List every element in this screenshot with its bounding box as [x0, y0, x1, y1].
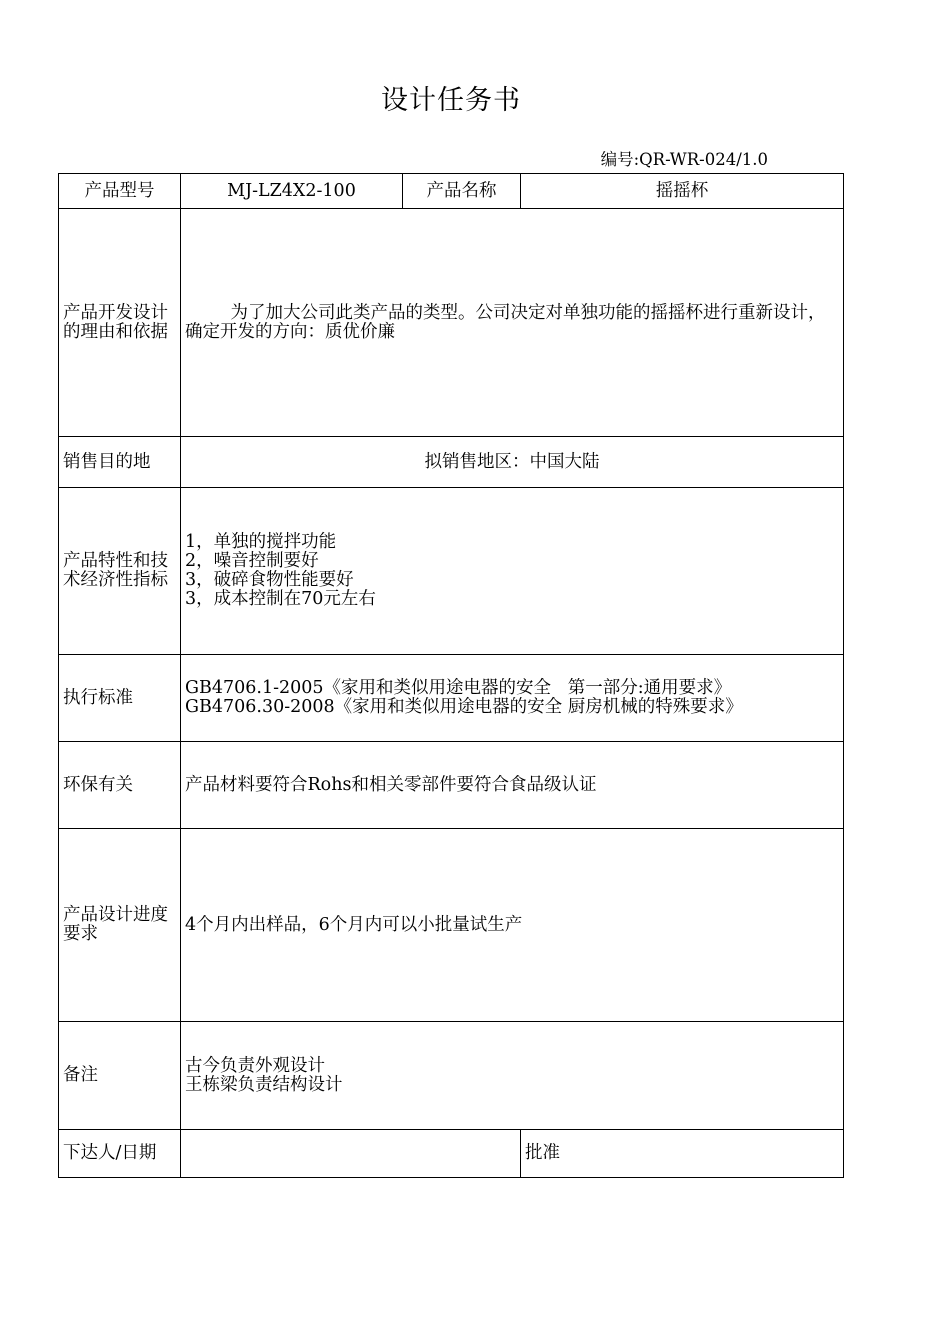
- features-row: [59, 488, 844, 655]
- environment-text[interactable]: 产品材料要符合Rohs和相关零部件要符合食品级认证: [181, 742, 844, 829]
- environment-row: [59, 742, 844, 829]
- standards-row: [59, 655, 844, 742]
- approve-field[interactable]: [521, 1130, 844, 1178]
- header-row: [59, 174, 844, 209]
- feature-line-1: 1，单独的搅拌功能: [185, 532, 337, 552]
- environment-label: 环保有关: [59, 742, 181, 829]
- reason-row: [59, 209, 844, 437]
- feature-line-3: 3，破碎食物性能要好: [185, 570, 354, 590]
- standards-label: 执行标准: [59, 655, 181, 742]
- approve-label: 批准: [525, 1143, 560, 1163]
- design-task-form: [58, 173, 844, 1178]
- remarks-label: 备注: [59, 1022, 181, 1130]
- remarks-row: [59, 1022, 844, 1130]
- model-value[interactable]: MJ-LZ4X2-100: [181, 174, 403, 209]
- issuer-value-field[interactable]: [181, 1130, 521, 1178]
- name-label: 产品名称: [403, 174, 521, 209]
- standard-line-1: GB4706.1-2005《家用和类似用途电器的安全 第一部分:通用要求》: [185, 678, 732, 698]
- feature-line-4: 3，成本控制在70元左右: [185, 589, 376, 609]
- standard-line-2: GB4706.30-2008《家用和类似用途电器的安全 厨房机械的特殊要求》: [185, 697, 743, 717]
- schedule-row: [59, 829, 844, 1022]
- feature-line-2: 2，噪音控制要好: [185, 551, 319, 571]
- destination-row: [59, 437, 844, 488]
- footer-row: [59, 1130, 844, 1178]
- features-list[interactable]: [181, 488, 844, 655]
- destination-label: 销售目的地: [59, 437, 181, 488]
- reason-text[interactable]: 为了加大公司此类产品的类型。公司决定对单独功能的摇摇杯进行重新设计，确定开发的方向：质优价廉: [181, 209, 844, 437]
- remark-line-2: 王栋梁负责结构设计: [185, 1074, 343, 1095]
- destination-text[interactable]: 拟销售地区：中国大陆: [181, 437, 844, 488]
- name-value[interactable]: 摇摇杯: [521, 174, 844, 209]
- model-label: 产品型号: [59, 174, 181, 209]
- reason-label: 产品开发设计的理由和依据: [59, 209, 181, 437]
- remark-line-1: 古今负责外观设计: [185, 1055, 325, 1076]
- schedule-text[interactable]: 4个月内出样品，6个月内可以小批量试生产: [181, 829, 844, 1022]
- features-label: 产品特性和技术经济性指标: [59, 488, 181, 655]
- schedule-label: 产品设计进度要求: [59, 829, 181, 1022]
- remarks-list[interactable]: [181, 1022, 844, 1130]
- issuer-label: 下达人/日期: [59, 1130, 181, 1178]
- document-number: 编号:QR-WR-024/1.0: [600, 150, 768, 169]
- document-title: 设计任务书: [381, 85, 521, 116]
- standards-list[interactable]: [181, 655, 844, 742]
